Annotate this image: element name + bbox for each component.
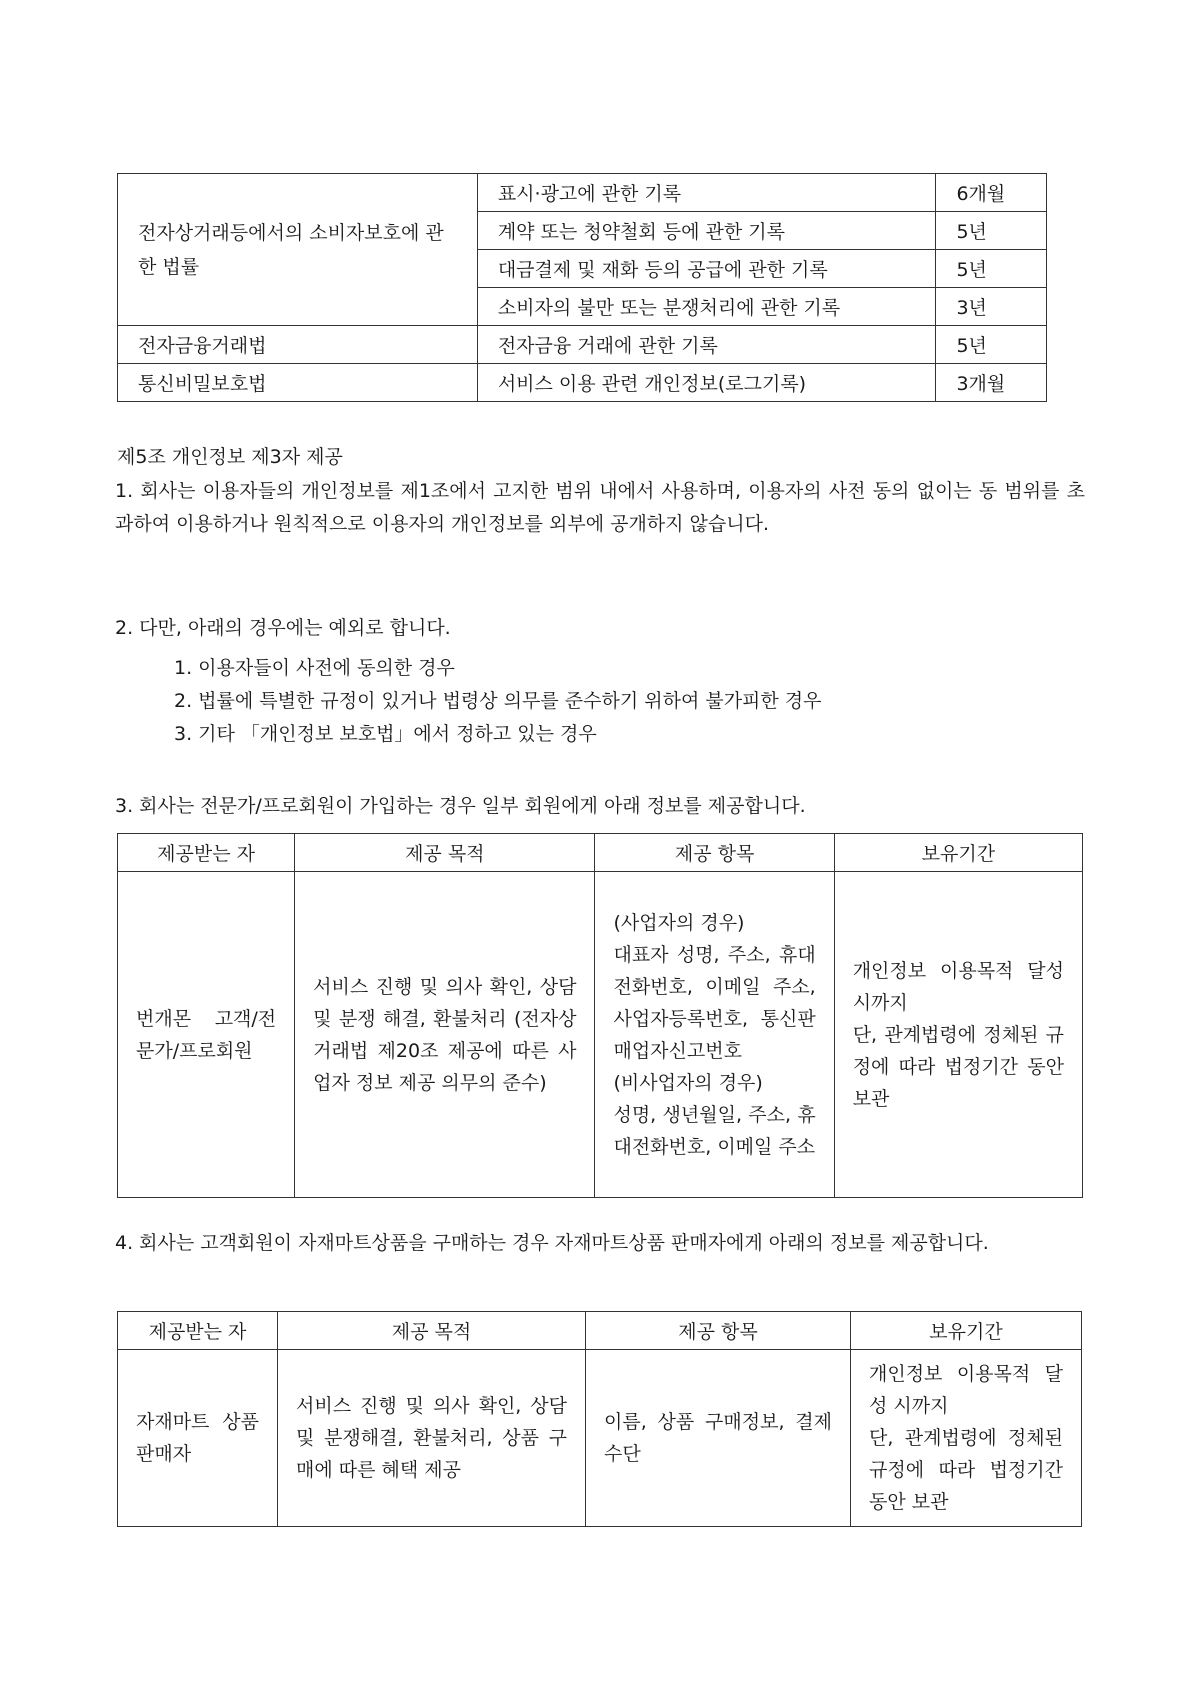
record-period: 5년	[936, 250, 1047, 288]
items-line: 대표자 성명, 주소, 휴대전화번호, 이메일 주소, 사업자등록번호, 통신판매업자신고번호	[613, 943, 816, 1062]
record-item: 표시·광고에 관한 기록	[477, 174, 936, 212]
third-party-table-pro	[117, 833, 1083, 1198]
paragraph-1: 1. 회사는 이용자들의 개인정보를 제1조에서 고지한 범위 내에서 사용하며, 이용자의 사전 동의 없이는 동 범위를 초과하여 이용하거나 원칙적으로 이용자의 개인정보를 외부에 공개하지 않습니다.	[115, 480, 1085, 535]
purpose-cell: 서비스 진행 및 의사 확인, 상담 및 분쟁 해결, 환불처리 (전자상거래법 제20조 제공에 따른 사업자 정보 제공 의무의 준수)	[295, 872, 595, 1198]
header-items: 제공 항목	[586, 1312, 851, 1350]
law-name-efinance: 전자금융거래법	[118, 326, 478, 364]
header-items: 제공 항목	[595, 834, 834, 872]
items-line: (비사업자의 경우)	[613, 1071, 763, 1094]
exception-item-2: 2. 법률에 특별한 규정이 있거나 법령상 의무를 준수하기 위하여 불가피한 경우	[174, 690, 822, 712]
header-recipient: 제공받는 자	[118, 1312, 278, 1350]
third-party-table-seller	[117, 1311, 1082, 1527]
period-line: 개인정보 이용목적 달성 시까지	[869, 1363, 1063, 1417]
paragraph-3: 3. 회사는 전문가/프로회원이 가입하는 경우 일부 회원에게 아래 정보를 제공합니다.	[115, 795, 806, 817]
header-purpose: 제공 목적	[295, 834, 595, 872]
law-name-ecommerce: 전자상거래등에서의 소비자보호에 관한 법률	[118, 174, 478, 326]
paragraph-2: 2. 다만, 아래의 경우에는 예외로 합니다.	[115, 617, 451, 639]
law-name-telecom: 통신비밀보호법	[118, 364, 478, 402]
header-period: 보유기간	[834, 834, 1082, 872]
items-line: (사업자의 경우)	[613, 911, 745, 934]
record-period: 5년	[936, 212, 1047, 250]
recipient-cell: 자재마트 상품 판매자	[118, 1350, 278, 1527]
paragraph-4: 4. 회사는 고객회원이 자재마트상품을 구매하는 경우 자재마트상품 판매자에게 아래의 정보를 제공합니다.	[115, 1232, 989, 1254]
record-item: 대금결제 및 재화 등의 공급에 관한 기록	[477, 250, 936, 288]
period-cell	[851, 1350, 1082, 1527]
recipient-cell: 번개몬 고객/전문가/프로회원	[118, 872, 295, 1198]
article-title: 제5조 개인정보 제3자 제공	[117, 446, 343, 468]
items-cell	[595, 872, 834, 1198]
items-line: 성명, 생년월일, 주소, 휴대전화번호, 이메일 주소	[613, 1103, 816, 1158]
purpose-cell: 서비스 진행 및 의사 확인, 상담 및 분쟁해결, 환불처리, 상품 구매에 따른 혜택 제공	[278, 1350, 586, 1527]
record-period: 6개월	[936, 174, 1047, 212]
record-period: 5년	[936, 326, 1047, 364]
record-period: 3개월	[936, 364, 1047, 402]
record-item: 소비자의 불만 또는 분쟁처리에 관한 기록	[477, 288, 936, 326]
record-item: 서비스 이용 관련 개인정보(로그기록)	[477, 364, 936, 402]
exception-item-1: 1. 이용자들이 사전에 동의한 경우	[174, 657, 455, 679]
retention-law-table	[117, 173, 1047, 402]
items-cell: 이름, 상품 구매정보, 결제수단	[586, 1350, 851, 1527]
record-item: 계약 또는 청약철회 등에 관한 기록	[477, 212, 936, 250]
header-recipient: 제공받는 자	[118, 834, 295, 872]
period-line: 개인정보 이용목적 달성 시까지	[852, 959, 1064, 1014]
record-period: 3년	[936, 288, 1047, 326]
header-purpose: 제공 목적	[278, 1312, 586, 1350]
exception-item-3: 3. 기타 「개인정보 보호법」에서 정하고 있는 경우	[174, 723, 597, 745]
period-cell	[834, 872, 1082, 1198]
period-line: 단, 관계법령에 정체된 규정에 따라 법정기간 동안 보관	[869, 1427, 1063, 1513]
header-period: 보유기간	[851, 1312, 1082, 1350]
record-item: 전자금융 거래에 관한 기록	[477, 326, 936, 364]
period-line: 단, 관계법령에 정체된 규정에 따라 법정기간 동안 보관	[852, 1023, 1064, 1110]
